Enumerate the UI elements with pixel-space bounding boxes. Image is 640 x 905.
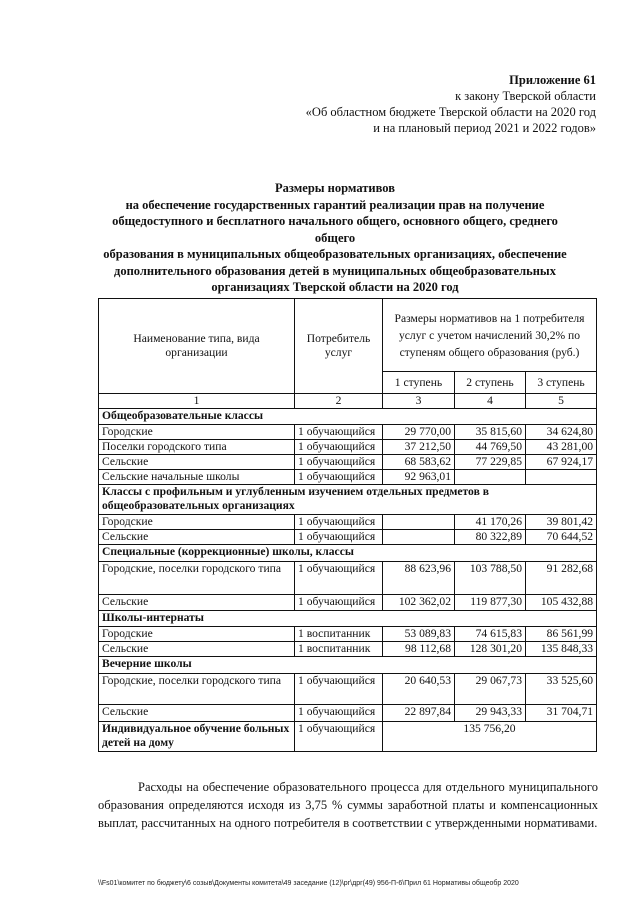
header-sizes: Размеры нормативов на 1 потребителя услуг с учетом начислений 30,2% по ступеням общего образования (руб.) bbox=[383, 299, 597, 372]
value-stage-2: 41 170,26 bbox=[455, 515, 526, 530]
normatives-table bbox=[98, 298, 597, 752]
value-stage-3: 91 282,68 bbox=[526, 562, 597, 595]
appendix-header bbox=[306, 72, 596, 136]
value-stage-1: 88 623,96 bbox=[383, 562, 455, 595]
appendix-title: Приложение 61 bbox=[509, 73, 596, 87]
value-stage-2: 35 815,60 bbox=[455, 425, 526, 440]
table-row bbox=[99, 425, 597, 440]
org-name: Городские bbox=[99, 425, 295, 440]
consumer: 1 воспитанник bbox=[295, 627, 383, 642]
value-stage-1: 22 897,84 bbox=[383, 705, 455, 722]
title-line: общедоступного и бесплатного начального общего, основного общего, среднего общего bbox=[112, 214, 558, 245]
empty-cell bbox=[455, 470, 526, 485]
section-title: Школы-интернаты bbox=[99, 611, 597, 627]
expenses-note: Расходы на обеспечение образовательного процесса для отдельного муниципального образования определяются исходя из 3,75 % суммы заработной платы и компенсационных выплат, рассчитанных на одного потребителя в соответствии с утвержденными нормативами. bbox=[98, 780, 598, 830]
org-name: Городские, поселки городского типа bbox=[99, 562, 295, 595]
value-stage-1: 68 583,62 bbox=[383, 455, 455, 470]
file-path-footer: \\Fs01\комитет по бюджету\6 созыв\Документы комитета\49 заседание (12)\рг\дрг(49) 956-П-6\Прил 61 Нормативы общеобр 2020 bbox=[98, 880, 519, 887]
consumer: 1 воспитанник bbox=[295, 642, 383, 657]
value-all-stages: 135 756,20 bbox=[383, 722, 597, 752]
org-name: Сельские bbox=[99, 642, 295, 657]
title-line: на обеспечение государственных гарантий реализации прав на получение bbox=[125, 197, 545, 212]
value-stage-2: 29 067,73 bbox=[455, 674, 526, 705]
appendix-line: «Об областном бюджете Тверской области на 2020 год bbox=[305, 105, 596, 119]
org-name: Индивидуальное обучение больных детей на дому bbox=[99, 722, 295, 752]
org-name: Сельские bbox=[99, 455, 295, 470]
empty-cell bbox=[526, 470, 597, 485]
value-stage-3: 31 704,71 bbox=[526, 705, 597, 722]
value-stage-1: 37 212,50 bbox=[383, 440, 455, 455]
header-stage-1: 1 ступень bbox=[383, 372, 455, 394]
value-stage-2: 119 877,30 bbox=[455, 595, 526, 611]
table-row bbox=[99, 562, 597, 595]
value-stage-1: 53 089,83 bbox=[383, 627, 455, 642]
value-stage-1: 20 640,53 bbox=[383, 674, 455, 705]
table-row bbox=[99, 515, 597, 530]
header-consumer: Потребитель услуг bbox=[295, 299, 383, 394]
appendix-line: и на плановый период 2021 и 2022 годов» bbox=[373, 121, 596, 135]
value-stage-2: 29 943,33 bbox=[455, 705, 526, 722]
table-row bbox=[99, 642, 597, 657]
section-title: Специальные (коррекционные) школы, классы bbox=[99, 545, 597, 562]
consumer: 1 обучающийся bbox=[295, 595, 383, 611]
header-stage-3: 3 ступень bbox=[526, 372, 597, 394]
value-stage-3: 43 281,00 bbox=[526, 440, 597, 455]
value-stage-1: 29 770,00 bbox=[383, 425, 455, 440]
value-stage-1: 92 963,01 bbox=[383, 470, 455, 485]
consumer: 1 обучающийся bbox=[295, 705, 383, 722]
consumer: 1 обучающийся bbox=[295, 562, 383, 595]
value-stage-3: 33 525,60 bbox=[526, 674, 597, 705]
value-stage-3: 39 801,42 bbox=[526, 515, 597, 530]
title-line: образования в муниципальных общеобразовательных организациях, обеспечение bbox=[103, 247, 567, 261]
org-name: Сельские bbox=[99, 595, 295, 611]
header-stage-2: 2 ступень bbox=[455, 372, 526, 394]
table-row bbox=[99, 722, 597, 752]
consumer: 1 обучающийся bbox=[295, 674, 383, 705]
value-stage-1: 102 362,02 bbox=[383, 595, 455, 611]
table-row bbox=[99, 455, 597, 470]
column-number: 5 bbox=[526, 394, 597, 409]
consumer: 1 обучающийся bbox=[295, 722, 383, 752]
section-title: Общеобразовательные классы bbox=[99, 409, 597, 425]
table-row bbox=[99, 705, 597, 722]
consumer: 1 обучающийся bbox=[295, 530, 383, 545]
empty-cell bbox=[383, 515, 455, 530]
table-row bbox=[99, 470, 597, 485]
table-row bbox=[99, 595, 597, 611]
org-name: Сельские bbox=[99, 530, 295, 545]
column-number: 4 bbox=[455, 394, 526, 409]
org-name: Сельские начальные школы bbox=[99, 470, 295, 485]
column-number: 1 bbox=[99, 394, 295, 409]
value-stage-2: 80 322,89 bbox=[455, 530, 526, 545]
value-stage-3: 135 848,33 bbox=[526, 642, 597, 657]
value-stage-2: 128 301,20 bbox=[455, 642, 526, 657]
table-row bbox=[99, 674, 597, 705]
title-line: организациях Тверской области на 2020 год bbox=[211, 280, 459, 294]
title-line: дополнительного образования детей в муниципальных общеобразовательных bbox=[114, 263, 556, 278]
table-row bbox=[99, 627, 597, 642]
value-stage-2: 74 615,83 bbox=[455, 627, 526, 642]
appendix-line: к закону Тверской области bbox=[455, 89, 596, 103]
consumer: 1 обучающийся bbox=[295, 470, 383, 485]
org-name: Городские bbox=[99, 627, 295, 642]
value-stage-3: 86 561,99 bbox=[526, 627, 597, 642]
document-title bbox=[100, 180, 570, 296]
org-name: Городские bbox=[99, 515, 295, 530]
table-row bbox=[99, 530, 597, 545]
section-title: Вечерние школы bbox=[99, 657, 597, 674]
header-org-type: Наименование типа, вида организации bbox=[99, 299, 295, 394]
column-number: 2 bbox=[295, 394, 383, 409]
title-line: Размеры нормативов bbox=[275, 181, 395, 195]
value-stage-2: 44 769,50 bbox=[455, 440, 526, 455]
value-stage-3: 105 432,88 bbox=[526, 595, 597, 611]
value-stage-2: 77 229,85 bbox=[455, 455, 526, 470]
consumer: 1 обучающийся bbox=[295, 455, 383, 470]
value-stage-2: 103 788,50 bbox=[455, 562, 526, 595]
section-title: Классы с профильным и углубленным изучением отдельных предметов в общеобразовательных организациях bbox=[99, 485, 597, 515]
org-name: Сельские bbox=[99, 705, 295, 722]
org-name: Поселки городского типа bbox=[99, 440, 295, 455]
empty-cell bbox=[383, 530, 455, 545]
consumer: 1 обучающийся bbox=[295, 425, 383, 440]
table-row bbox=[99, 440, 597, 455]
consumer: 1 обучающийся bbox=[295, 515, 383, 530]
value-stage-3: 70 644,52 bbox=[526, 530, 597, 545]
value-stage-3: 34 624,80 bbox=[526, 425, 597, 440]
consumer: 1 обучающийся bbox=[295, 440, 383, 455]
value-stage-3: 67 924,17 bbox=[526, 455, 597, 470]
value-stage-1: 98 112,68 bbox=[383, 642, 455, 657]
org-name: Городские, поселки городского типа bbox=[99, 674, 295, 705]
column-number: 3 bbox=[383, 394, 455, 409]
